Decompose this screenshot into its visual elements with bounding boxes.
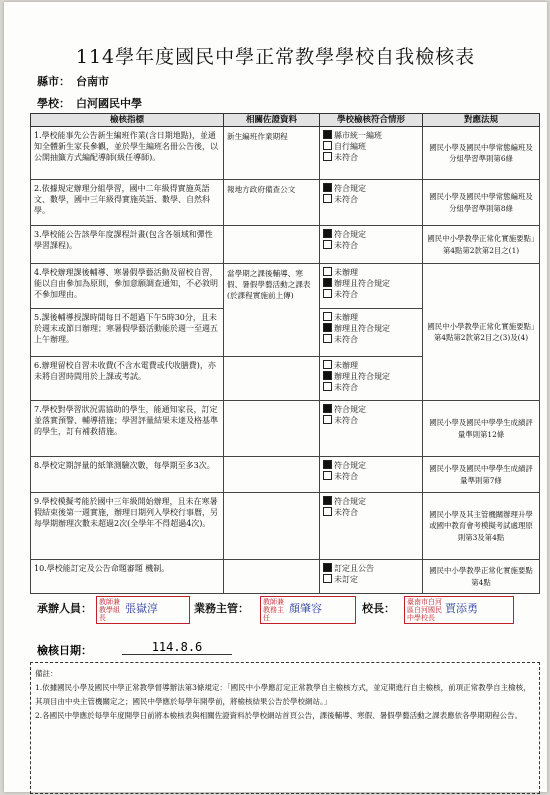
checkbox-option[interactable]: 符合規定 — [323, 229, 419, 240]
checkbox-option[interactable]: 未符合 — [323, 194, 419, 205]
status-cell — [320, 127, 423, 180]
checkbox-checked-icon — [323, 278, 332, 287]
supervisor-stamp: 教師兼教務主任顏肇容 — [260, 596, 356, 624]
criteria-cell: 6.辦理留校自習未收費(不含水電費或代收膳費)，亦未將自習時間用於上課或考試。 — [31, 357, 224, 401]
table-row — [31, 127, 540, 180]
checkbox-empty-icon — [323, 312, 332, 321]
checkbox-option[interactable]: 未符合 — [323, 507, 419, 518]
checkbox-checked-icon — [323, 229, 332, 238]
checkbox-option[interactable]: 符合規定 — [323, 183, 419, 194]
checkbox-checked-icon — [323, 460, 332, 469]
checkbox-option[interactable]: 訂定且公告 — [323, 563, 419, 574]
checkbox-option[interactable]: 未辦理 — [323, 360, 419, 371]
criteria-cell: 10.學校能訂定及公告命題審題 機制。 — [31, 560, 224, 594]
checkbox-empty-icon — [323, 471, 332, 480]
principal-label: 校長： — [362, 602, 395, 615]
status-cell — [320, 560, 423, 594]
supervisor-label: 業務主管： — [194, 602, 249, 615]
header-status: 學校檢核符合情形 — [320, 114, 423, 127]
checkbox-option[interactable]: 未符合 — [323, 240, 419, 251]
county-label: 縣市： — [37, 75, 70, 88]
evidence-cell — [224, 457, 320, 493]
checkbox-empty-icon — [323, 415, 332, 424]
status-cell — [320, 226, 423, 264]
regulation-cell: 國民小學及國民中學常態編班及分組學習準則第6條 — [423, 127, 540, 180]
checkbox-empty-icon — [323, 289, 332, 298]
checkbox-empty-icon — [323, 574, 332, 583]
regulation-cell: 國民小學及其主管機關辦理升學或國中教育會考模擬考試處理原則第3及第4點 — [423, 493, 540, 560]
school-label: 學校： — [37, 97, 70, 110]
checkbox-empty-icon — [323, 267, 332, 276]
criteria-cell: 7.學校對學習狀況需協助的學生，能通知家長，訂定並落實預警、輔導措施；學習評量結果未達及格基準的學生，訂有補救措施。 — [31, 401, 224, 457]
checklist-sheet — [4, 2, 547, 792]
status-cell — [320, 309, 423, 357]
table-row — [31, 264, 540, 309]
checkbox-empty-icon — [323, 360, 332, 369]
table-header-row — [31, 114, 540, 127]
school-line — [37, 95, 142, 111]
checkbox-option[interactable]: 未符合 — [323, 289, 419, 300]
checkbox-option[interactable]: 辦理且符合規定 — [323, 323, 419, 334]
checkbox-option[interactable]: 符合規定 — [323, 404, 419, 415]
checkbox-empty-icon — [323, 334, 332, 343]
regulation-cell: 國民中小學教學正常化實施要點」第4點第2款第2目之(1) — [423, 226, 540, 264]
status-cell — [320, 357, 423, 401]
page-title: 114學年度國民中學正常教學學校自我檢核表 — [75, 46, 476, 68]
criteria-cell: 1.學校能事先公告新生編班作業(含日期地點)，並通知全體新生家長參觀，並於學生編班名冊公告後，以公開抽籤方式編配導師(級任導師)。 — [31, 127, 224, 180]
checkbox-empty-icon — [323, 382, 332, 391]
header-criteria: 檢核指標 — [31, 114, 224, 127]
regulation-cell: 國民小學及國民中學常態編班及分組學習準則第8條 — [423, 180, 540, 226]
checkbox-option[interactable]: 自行編班 — [323, 141, 419, 152]
note-item: 1.依據國民小學及國民中學正常教學督導辦法第3條規定：「國民中小學應訂定正常教學自主檢核方式，並定期進行自主檢核，前項正常教學自主檢核，其項目由中央主管機關定之；國民中學應於每學年開學前，將檢核結果公告於學校網站。」 — [35, 683, 531, 706]
checkbox-checked-icon — [323, 496, 332, 505]
evidence-cell — [224, 401, 320, 457]
checkbox-checked-icon — [323, 183, 332, 192]
checkbox-option[interactable]: 辦理且符合規定 — [323, 371, 419, 382]
criteria-cell: 4.學校辦理課後輔導、寒暑假學藝活動及留校自習，能以自由參加為原則，參加意願調查通知，不必敘明不參加理由。 — [31, 264, 224, 309]
checkbox-empty-icon — [323, 240, 332, 249]
check-date-label: 檢核日期： — [37, 644, 92, 657]
evidence-cell — [224, 493, 320, 560]
school-value: 白河國民中學 — [76, 97, 142, 110]
status-cell — [320, 264, 423, 309]
checkbox-empty-icon — [323, 194, 332, 203]
evidence-cell: 報地方政府備查公文 — [224, 180, 320, 226]
status-cell — [320, 180, 423, 226]
criteria-cell: 3.學校能公告該學年度課程計畫(包含各領域和彈性學習課程)。 — [31, 226, 224, 264]
criteria-cell: 9.學校模擬考能於國中三年級開始辦理，且未在寒暑假結束後第一週實施，辦理日期列入學校行事曆，另每學期辦理次數未超過2次(全學年不得超過4次)。 — [31, 493, 224, 560]
table-row — [31, 493, 540, 560]
undertaker-stamp: 教師兼教學組長張嶽淳 — [96, 596, 190, 624]
regulation-cell: 國民小學及國民中學學生成績評量準則第12條 — [423, 401, 540, 457]
table-row — [31, 180, 540, 226]
checkbox-option[interactable]: 未符合 — [323, 471, 419, 482]
checkbox-empty-icon — [323, 507, 332, 516]
checkbox-empty-icon — [323, 152, 332, 161]
checkbox-option[interactable]: 未訂定 — [323, 574, 419, 585]
checkbox-empty-icon — [323, 141, 332, 150]
checkbox-option[interactable]: 未符合 — [323, 382, 419, 393]
evidence-cell: 當學期之課後輔導、寒假、暑假學藝活動之課表(於課程實施前上傳) — [224, 264, 320, 357]
checkbox-option[interactable]: 未符合 — [323, 415, 419, 426]
checklist-table — [30, 113, 540, 594]
notes-heading: 備註： — [35, 669, 58, 678]
criteria-cell: 5.課後輔導授課時間每日不超過下午5時30分，且未於週末或節日辦理；寒暑假學藝活動能於週一至週五上午辦理。 — [31, 309, 224, 357]
header-evidence: 相關佐證資料 — [224, 114, 320, 127]
table-row — [31, 560, 540, 594]
checkbox-checked-icon — [323, 130, 332, 139]
principal-stamp: 臺南市白河區白河國民中學校長賈添勇 — [404, 596, 514, 624]
checkbox-option[interactable]: 未辦理 — [323, 267, 419, 278]
evidence-cell — [224, 357, 320, 401]
status-cell — [320, 401, 423, 457]
checkbox-checked-icon — [323, 563, 332, 572]
checkbox-checked-icon — [323, 371, 332, 380]
regulation-cell: 國民中小學教學正常化實施要點第4點 — [423, 560, 540, 594]
checkbox-option[interactable]: 未辦理 — [323, 312, 419, 323]
checkbox-option[interactable]: 未符合 — [323, 334, 419, 345]
status-cell — [320, 457, 423, 493]
county-value: 台南市 — [76, 75, 109, 88]
checkbox-option[interactable]: 縣市統一編班 — [323, 130, 419, 141]
notes-box — [30, 662, 540, 794]
checkbox-option[interactable]: 符合規定 — [323, 460, 419, 471]
criteria-cell: 2.依據規定辦理分組學習，國中二年級得實施英語文、數學，國中三年級得實施英語、數學、自然科學。 — [31, 180, 224, 226]
checkbox-option[interactable]: 符合規定 — [323, 496, 419, 507]
evidence-cell: 新生編班作業期程 — [224, 127, 320, 180]
header-regulation: 對應法規 — [423, 114, 540, 127]
evidence-cell — [224, 226, 320, 264]
checkbox-checked-icon — [323, 404, 332, 413]
checkbox-option[interactable]: 辦理且符合規定 — [323, 278, 419, 289]
county-line — [37, 73, 109, 89]
note-item: 2.各國民中學應於每學年度開學日前將本檢核表與相關佐證資料於學校網站首頁公告，課後輔導、寒假、暑假學藝活動之課表應依各學期期程公告。 — [35, 711, 523, 720]
check-date-value: 114.8.6 — [122, 640, 232, 655]
checkbox-option[interactable]: 未符合 — [323, 152, 419, 163]
table-row — [31, 226, 540, 264]
status-cell — [320, 493, 423, 560]
table-row — [31, 457, 540, 493]
criteria-cell: 8.學校定期評量的紙筆測驗次數，每學期至多3次。 — [31, 457, 224, 493]
undertaker-label: 承辦人員： — [37, 602, 92, 615]
table-row — [31, 401, 540, 457]
checkbox-checked-icon — [323, 323, 332, 332]
regulation-cell: 國民小學及國民中學學生成績評量準則第7條 — [423, 457, 540, 493]
regulation-cell: 國民中小學教學正常化實施要點」第4點第2款第2目之(3)及(4) — [423, 264, 540, 401]
evidence-cell — [224, 560, 320, 594]
